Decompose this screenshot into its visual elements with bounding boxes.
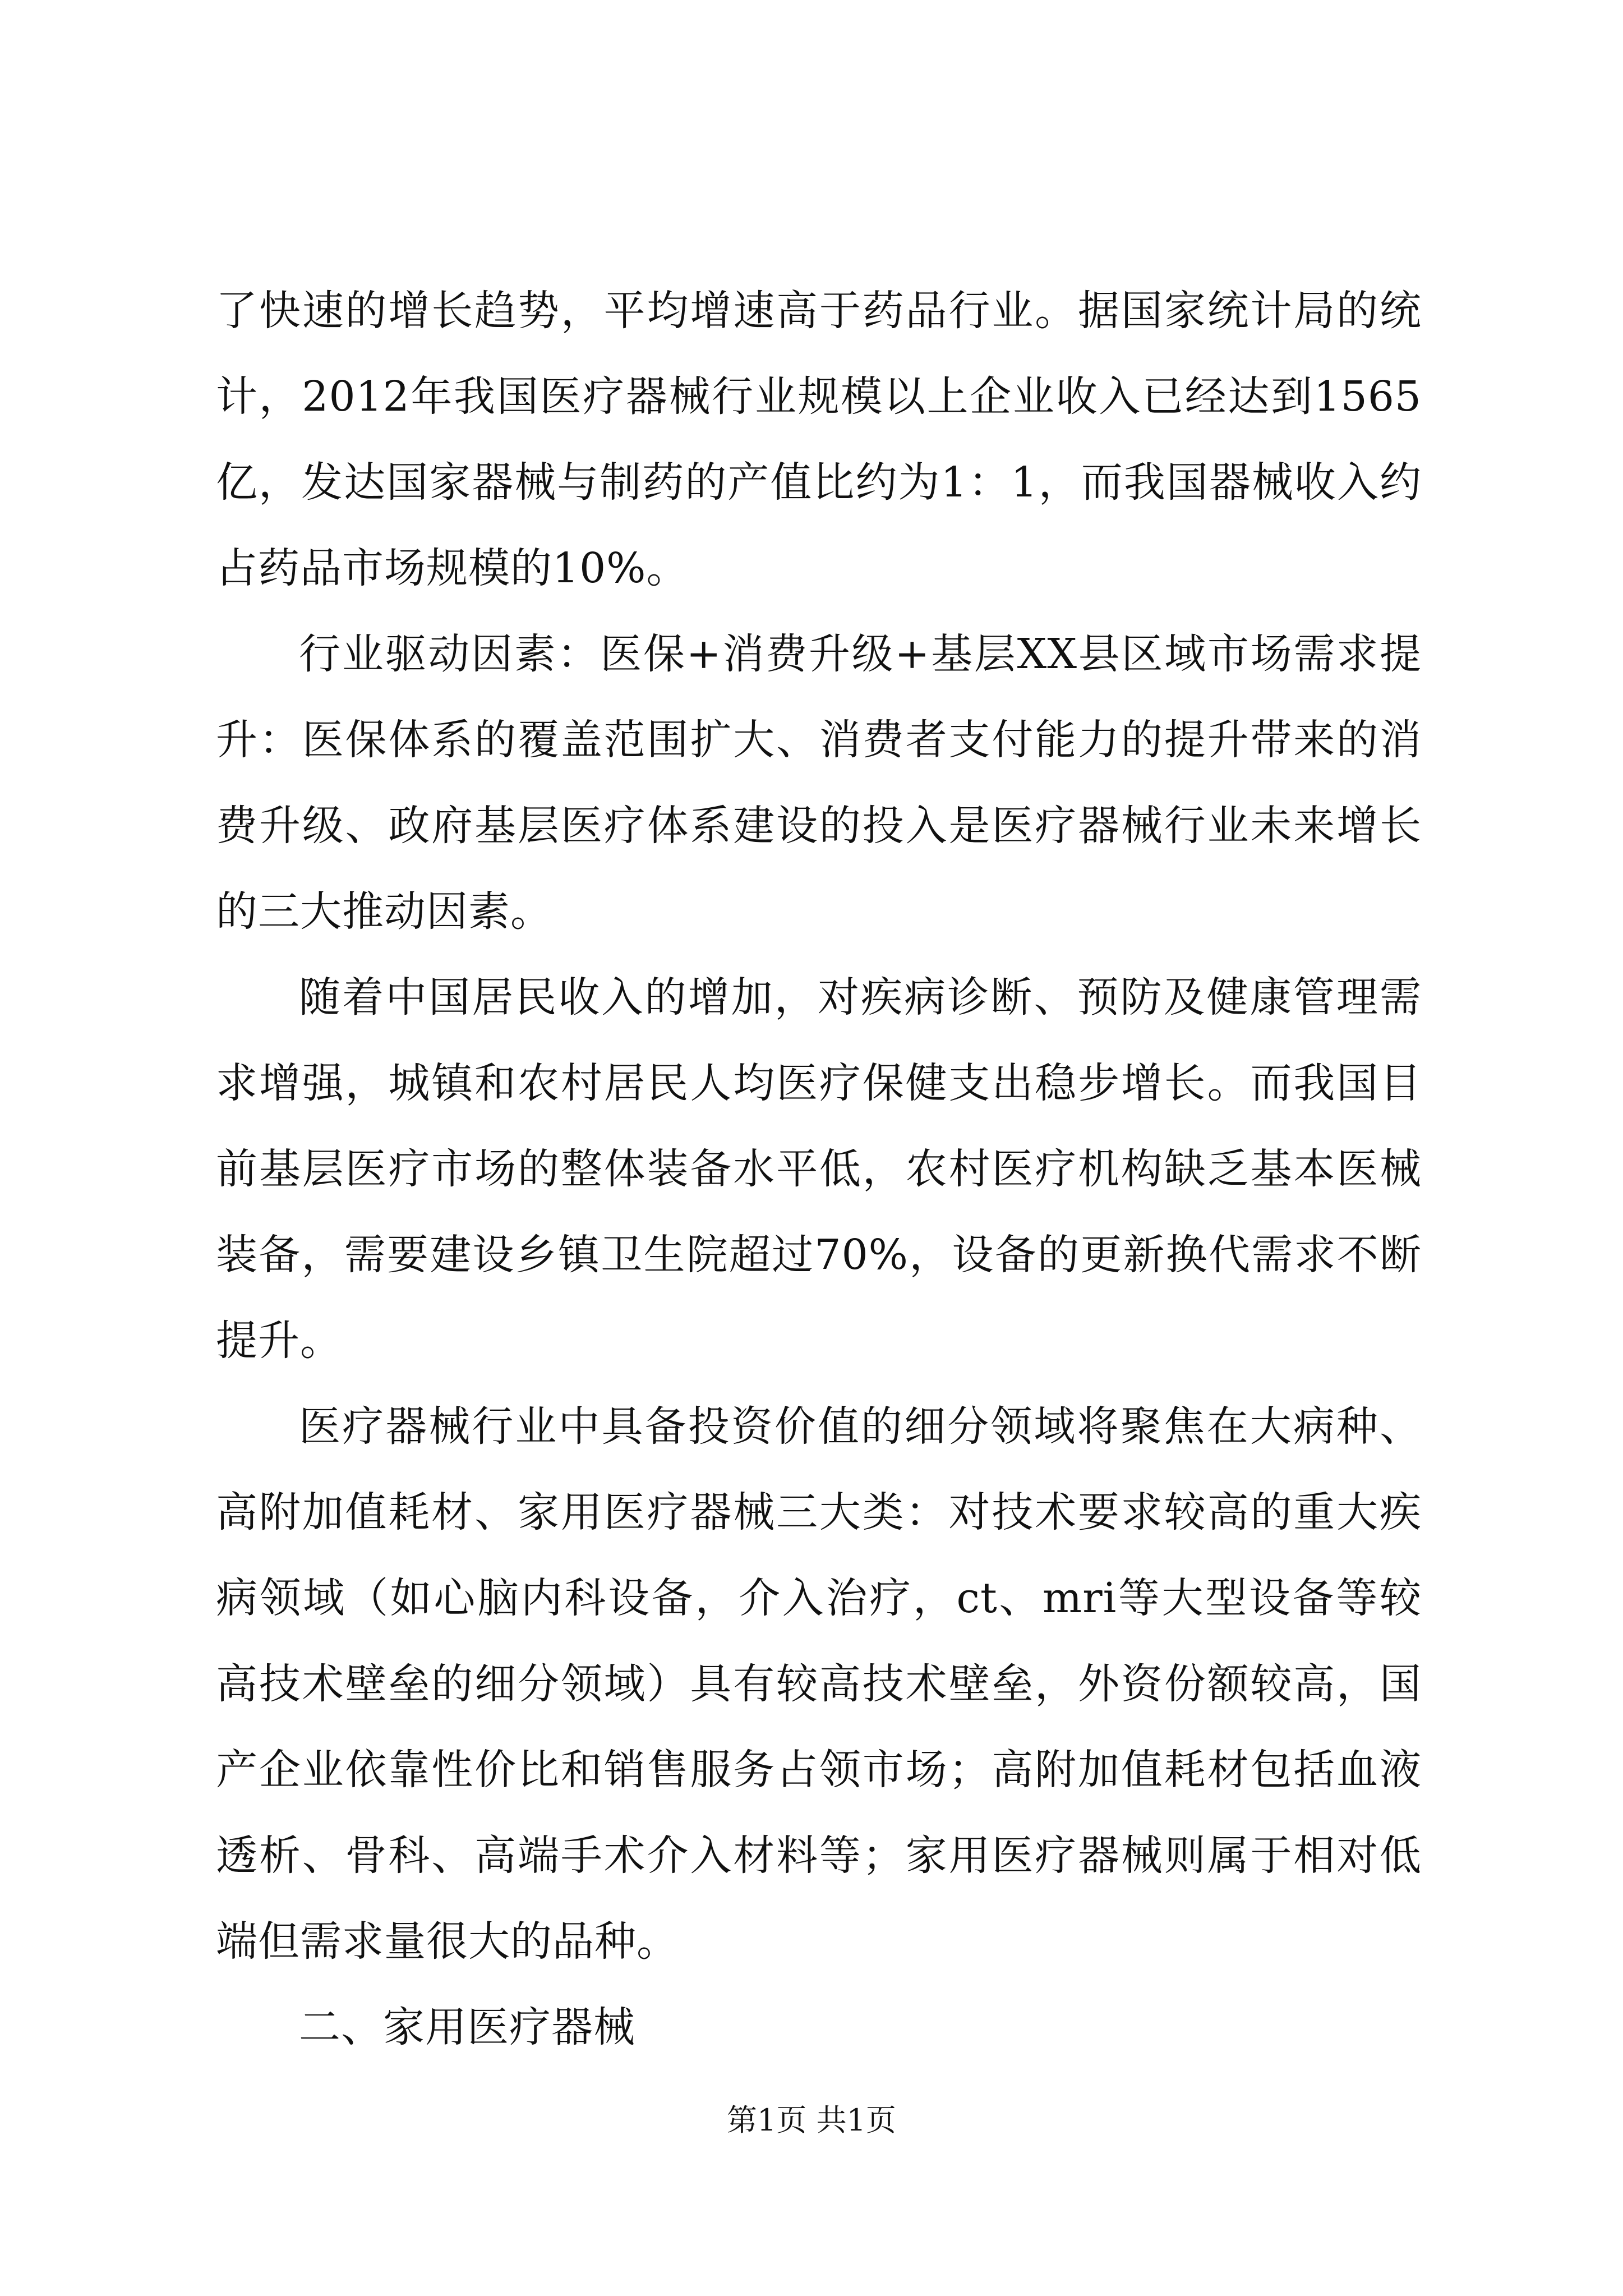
section-heading: 二、家用医疗器械: [299, 2003, 635, 2051]
paragraph-3: 随着中国居民收入的增加，对疾病诊断、预防及健康管理需求增强，城镇和农村居民人均医疗保健支出稳步增长。而我国目前基层医疗市场的整体装备水平低，农村医疗机构缺乏基本医械装备，需要建设乡镇卫生院超过70%，设备的更新换代需求不断提升。: [216, 973, 1422, 1365]
document-body: [216, 268, 1422, 2070]
page-footer: 第1页 共1页: [727, 2102, 896, 2138]
paragraph-4: 医疗器械行业中具备投资价值的细分领域将聚焦在大病种、高附加值耗材、家用医疗器械三大类：对技术要求较高的重大疾病领域（如心脑内科设备，介入治疗，ct、mri等大型设备等较高技术壁垒的细分领域）具有较高技术壁垒，外资份额较高，国产企业依靠性价比和销售服务占领市场；高附加值耗材包括血液透析、骨科、高端手术介入材料等；家用医疗器械则属于相对低端但需求量很大的品种。: [216, 1402, 1422, 1966]
paragraph-1: 了快速的增长趋势，平均增速高于药品行业。据国家统计局的统计，2012年我国医疗器械行业规模以上企业收入已经达到1565亿，发达国家器械与制药的产值比约为1：1，而我国器械收入约占药品市场规模的10%。: [216, 287, 1422, 592]
paragraph-2: 行业驱动因素：医保+消费升级+基层XX县区域市场需求提升：医保体系的覆盖范围扩大、消费者支付能力的提升带来的消费升级、政府基层医疗体系建设的投入是医疗器械行业未来增长的三大推动因素。: [216, 630, 1422, 936]
